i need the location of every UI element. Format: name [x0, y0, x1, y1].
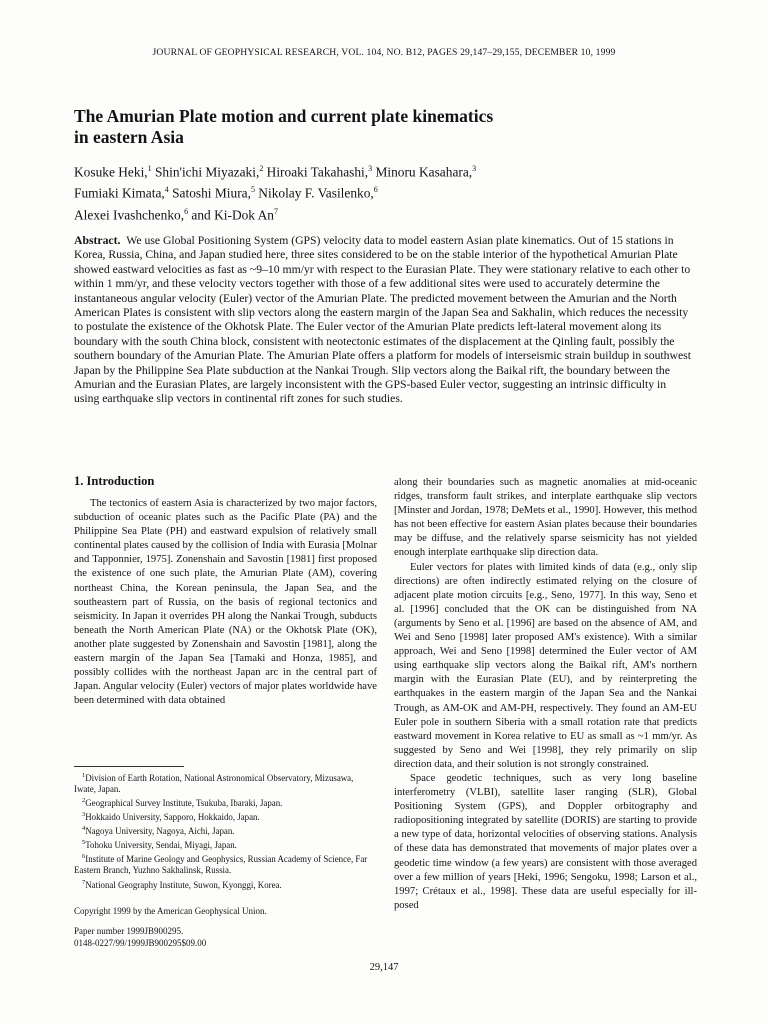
abstract [74, 234, 694, 407]
footnote-mark: 2 [82, 797, 86, 805]
footnote-text: Hokkaido University, Sapporo, Hokkaido, Japan. [85, 812, 260, 823]
footnote-mark: 4 [82, 825, 86, 833]
right-column [394, 476, 697, 913]
author-line-1 [74, 160, 674, 181]
author-affiliation-mark: 7 [273, 206, 278, 216]
footnote [74, 809, 377, 823]
author-name: Shin'ichi Miyazaki, [151, 164, 260, 180]
title-line-2: in eastern Asia [74, 127, 184, 147]
footnote-text: Tohoku University, Sendai, Miyagi, Japan. [85, 840, 237, 851]
section-heading-introduction: 1. Introduction [74, 474, 155, 488]
footnote [74, 770, 377, 795]
paper-number: Paper number 1999JB900295. [74, 926, 184, 936]
footnote-mark: 6 [82, 853, 86, 861]
footnote-text: Institute of Marine Geology and Geophysics, Russian Academy of Science, Far Eastern Branch, Yuzhno Sakhalinsk, Russia. [74, 854, 368, 876]
affiliation-footnotes [74, 766, 377, 891]
footnote-mark: 1 [82, 772, 86, 779]
author-name: Kosuke Heki, [74, 164, 148, 180]
body-paragraph: along their boundaries such as magnetic anomalies at mid-oceanic ridges, transform fault strikes, and interplate earthquake slip vectors [Minster and Jordan, 1978; DeMets et al., 1990]. However, this method has not been effective for eastern Asian plates because their boundaries may be diffuse, and the relatively sparse seismicity has not yielded enough interplate earthquake slip direction data. [394, 477, 697, 559]
footnote-mark: 7 [82, 878, 86, 886]
copyright-notice: Copyright 1999 by the American Geophysical Union. [74, 906, 267, 916]
author-affiliation-mark: 6 [373, 185, 378, 195]
abstract-label: Abstract. [74, 234, 121, 247]
author-name: Fumiaki Kimata, [74, 185, 165, 201]
footnote-mark: 5 [82, 839, 86, 847]
author-line-2 [74, 181, 674, 202]
author-affiliation-mark: 3 [472, 164, 477, 173]
journal-header: JOURNAL OF GEOPHYSICAL RESEARCH, VOL. 104, NO. B12, PAGES 29,147–29,155, DECEMBER 10, 1999 [152, 47, 616, 58]
author-affiliation-mark: 3 [368, 164, 373, 173]
footnote-text: Nagoya University, Nagoya, Aichi, Japan. [85, 826, 235, 837]
footnote-divider [74, 766, 184, 767]
footnote [74, 877, 377, 891]
issn-code: 0148-0227/99/1999JB900295$09.00 [74, 937, 207, 948]
author-affiliation-mark: 1 [147, 164, 152, 173]
author-name: Minoru Kasahara, [372, 164, 473, 180]
footnote [74, 795, 377, 809]
left-column [74, 497, 377, 708]
paper-title [74, 106, 674, 148]
page-number: 29,147 [369, 962, 399, 973]
author-line-3 [74, 203, 674, 224]
author-affiliation-mark: 2 [259, 164, 264, 173]
author-affiliation-mark: 5 [250, 185, 255, 195]
footnote-text: Geographical Survey Institute, Tsukuba, Ibaraki, Japan. [85, 798, 283, 809]
footnote-text: National Geography Institute, Suwon, Kyonggi, Korea. [85, 879, 282, 890]
paper-identifiers [74, 926, 206, 949]
title-line-1: The Amurian Plate motion and current plate kinematics [74, 106, 494, 126]
author-list [74, 160, 674, 224]
footnote [74, 823, 377, 837]
body-paragraph: Space geodetic techniques, such as very long baseline interferometry (VLBI), satellite laser ranging (SLR), Global Positioning System (GPS), and Doppler orbitography and radiopositioning integrated by satellite (DORIS) are starting to provide a new type of data, horizontal velocities of observing stations. Analysis of these data has demonstrated that movements of major plates over a geodetic time window (a few years) are consistent with those averaged over a few million of years [Heki, 1996; Sengoku, 1998; Larson et al., 1997; Crétaux et al., 1998]. These data are useful especially for ill-posed [394, 772, 697, 911]
author-name: Satoshi Miura, [168, 185, 251, 201]
footnote-mark: 3 [82, 811, 86, 819]
footnote-text: Division of Earth Rotation, National Astronomical Observatory, Mizusawa, Iwate, Japan. [74, 772, 354, 795]
author-name: Nikolay F. Vasilenko, [254, 185, 374, 201]
footnote [74, 851, 377, 876]
footnote [74, 837, 377, 851]
author-name: and Ki-Dok An [188, 207, 274, 223]
body-paragraph: Euler vectors for plates with limited kinds of data (e.g., only slip directions) are often indirectly estimated relying on the closure of adjacent plate motion circuits [e.g., Seno, 1977]. In this way, Seno et al. [1996] concluded that the OK can be distinguished from NA (arguments by Seno et al. [1996] are based on the absence of AM, and Wei and Seno [1998] later proposed AM's existence). With a similar approach, Wei and Seno [1998] determined the Euler vector of AM using earthquake slip vectors along the Baikal rift, AM's northern margin with the Eurasian Plate (EU), and by reinterpreting the earthquakes in the eastern margin of the Japan Sea and the Nankai Trough, as AM-OK and AM-PH, respectively. They found an AM-EU Euler pole in southern Siberia with a small rotation rate that predicts eastward movement in Korea relative to EU as small as ~1 mm/yr. As suggested by Seno and Wei [1998], they rely primarily on slip direction data, and their solution is not strongly constrained. [394, 561, 697, 770]
author-name: Alexei Ivashchenko, [74, 207, 185, 223]
intro-paragraph: The tectonics of eastern Asia is characterized by two major factors, subduction of oceanic plates such as the Pacific Plate (PA) and the Philippine Sea Plate (PH) and eastward expulsion of relatively small continental plates caused by the collision of India with Eurasia [Molnar and Tapponnier, 1975]. Zonenshain and Savostin [1981] first proposed the existence of one such plate, the Amurian Plate (AM), covering northeast China, the Korean peninsula, the Japan Sea, and the southeastern part of Russia, on the basis of regional tectonics and seismicity. In Japan it overrides PH along the Nankai Trough, subducts beneath the North American Plate (NA) or the Okhotsk Plate (OK), another plate suggested by Zonenshain and Savostin [1981], along the eastern margin of the Japan Sea [Tamaki and Honza, 1985], and possibly collides with the northeast Japan arc in the central part of Japan. Angular velocity (Euler) vectors of major plates worldwide have been determined with data obtained [74, 498, 378, 707]
author-affiliation-mark: 6 [184, 206, 189, 216]
author-name: Hiroaki Takahashi, [263, 164, 369, 180]
abstract-text: We use Global Positioning System (GPS) velocity data to model eastern Asian plate kinematics. Out of 15 stations in Korea, Russia, China, and Japan studied here, three sites considered to be on the stable interior of the hypothetical Amurian Plate showed eastward velocities as fast as ~9–10 mm/yr with respect to the Eurasian Plate. They were stationary relative to each other to within 1 mm/yr, and these velocity vectors together with those of a few additional sites were used to accurately determine the instantaneous angular velocity (Euler) vector of the Amurian Plate. The predicted movement between the Amurian and the North American Plates is consistent with slip vectors along the eastern margin of the Japan Sea and Sakhalin, which reduces the necessity to postulate the existence of the Okhotsk Plate. The Euler vector of the Amurian Plate predicts left-lateral movement along its boundary with the south China block, consistent with neotectonic estimates of the displacement at the Qinling fault, possibly the southern boundary of the Amurian Plate. The Amurian Plate offers a platform for models of interseismic strain buildup in southwest Japan by the Philippine Sea Plate subduction at the Nankai Trough. Slip vectors along the Baikal rift, the boundary between the Amurian and the Eurasian Plates, are largely inconsistent with the GPS-based Euler vector, suggesting an intrinsic difficulty in using earthquake slip vectors in continental rift zones for such studies. [74, 234, 691, 406]
author-affiliation-mark: 4 [164, 185, 169, 195]
